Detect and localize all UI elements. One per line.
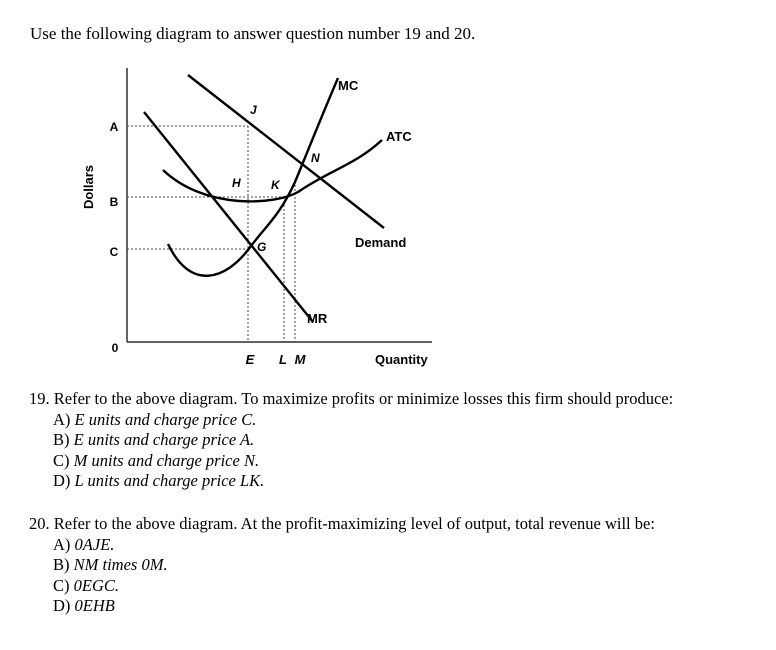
option-text: 0EGC. [73, 575, 119, 595]
question-stem: 19. Refer to the above diagram. To maximize profits or minimize losses this firm should produce: [29, 389, 674, 408]
intro-text: Use the following diagram to answer question number 19 and 20. [30, 24, 476, 43]
option-a [29, 535, 655, 556]
option-text: M units and charge price N. [73, 450, 260, 470]
option-d [29, 596, 655, 617]
question-19 [29, 389, 673, 492]
point-label-n: N [311, 151, 320, 165]
option-text: NM times 0M. [73, 555, 168, 574]
option-letter: D) [53, 471, 71, 490]
option-text: 0EHB [74, 596, 115, 615]
mc-label: MC [338, 78, 359, 93]
qty-label-l: L [279, 352, 287, 367]
option-letter: D) [53, 596, 71, 615]
demand-label: Demand [355, 235, 407, 250]
option-b [29, 430, 673, 451]
option-c [29, 576, 655, 597]
option-letter: A) [53, 409, 71, 429]
x-axis-label: Quantity [375, 352, 428, 367]
question-20 [29, 514, 655, 617]
option-text: E units and charge price A. [73, 430, 255, 449]
option-d [29, 471, 673, 492]
origin-label: 0 [111, 341, 119, 355]
option-letter: B) [53, 430, 70, 449]
option-text: L units and charge price LK. [74, 471, 265, 490]
mr-curve [144, 112, 313, 322]
option-b [29, 555, 655, 576]
point-label-g: G [257, 240, 267, 254]
qty-label-m: M [294, 352, 306, 367]
option-c [29, 451, 673, 472]
point-label-k: K [271, 178, 280, 192]
atc-label: ATC [386, 129, 412, 144]
price-label-c: C [109, 245, 119, 259]
option-text: E units and charge price C. [74, 409, 257, 429]
option-letter: C) [53, 575, 70, 595]
option-letter: A) [53, 534, 71, 554]
y-axis-label: Dollars [81, 164, 96, 210]
atc-curve [163, 140, 382, 201]
point-label-j: J [250, 103, 257, 117]
option-letter: B) [53, 555, 70, 574]
option-a [29, 410, 673, 431]
qty-label-e: E [245, 352, 255, 367]
point-label-h: H [232, 176, 241, 190]
option-letter: C) [53, 450, 70, 470]
price-label-a: A [109, 120, 119, 134]
option-text: 0AJE. [74, 534, 115, 554]
price-label-b: B [109, 195, 119, 209]
question-stem: 20. Refer to the above diagram. At the profit-maximizing level of output, total revenue will be: [29, 514, 655, 533]
mr-label: MR [307, 311, 328, 326]
